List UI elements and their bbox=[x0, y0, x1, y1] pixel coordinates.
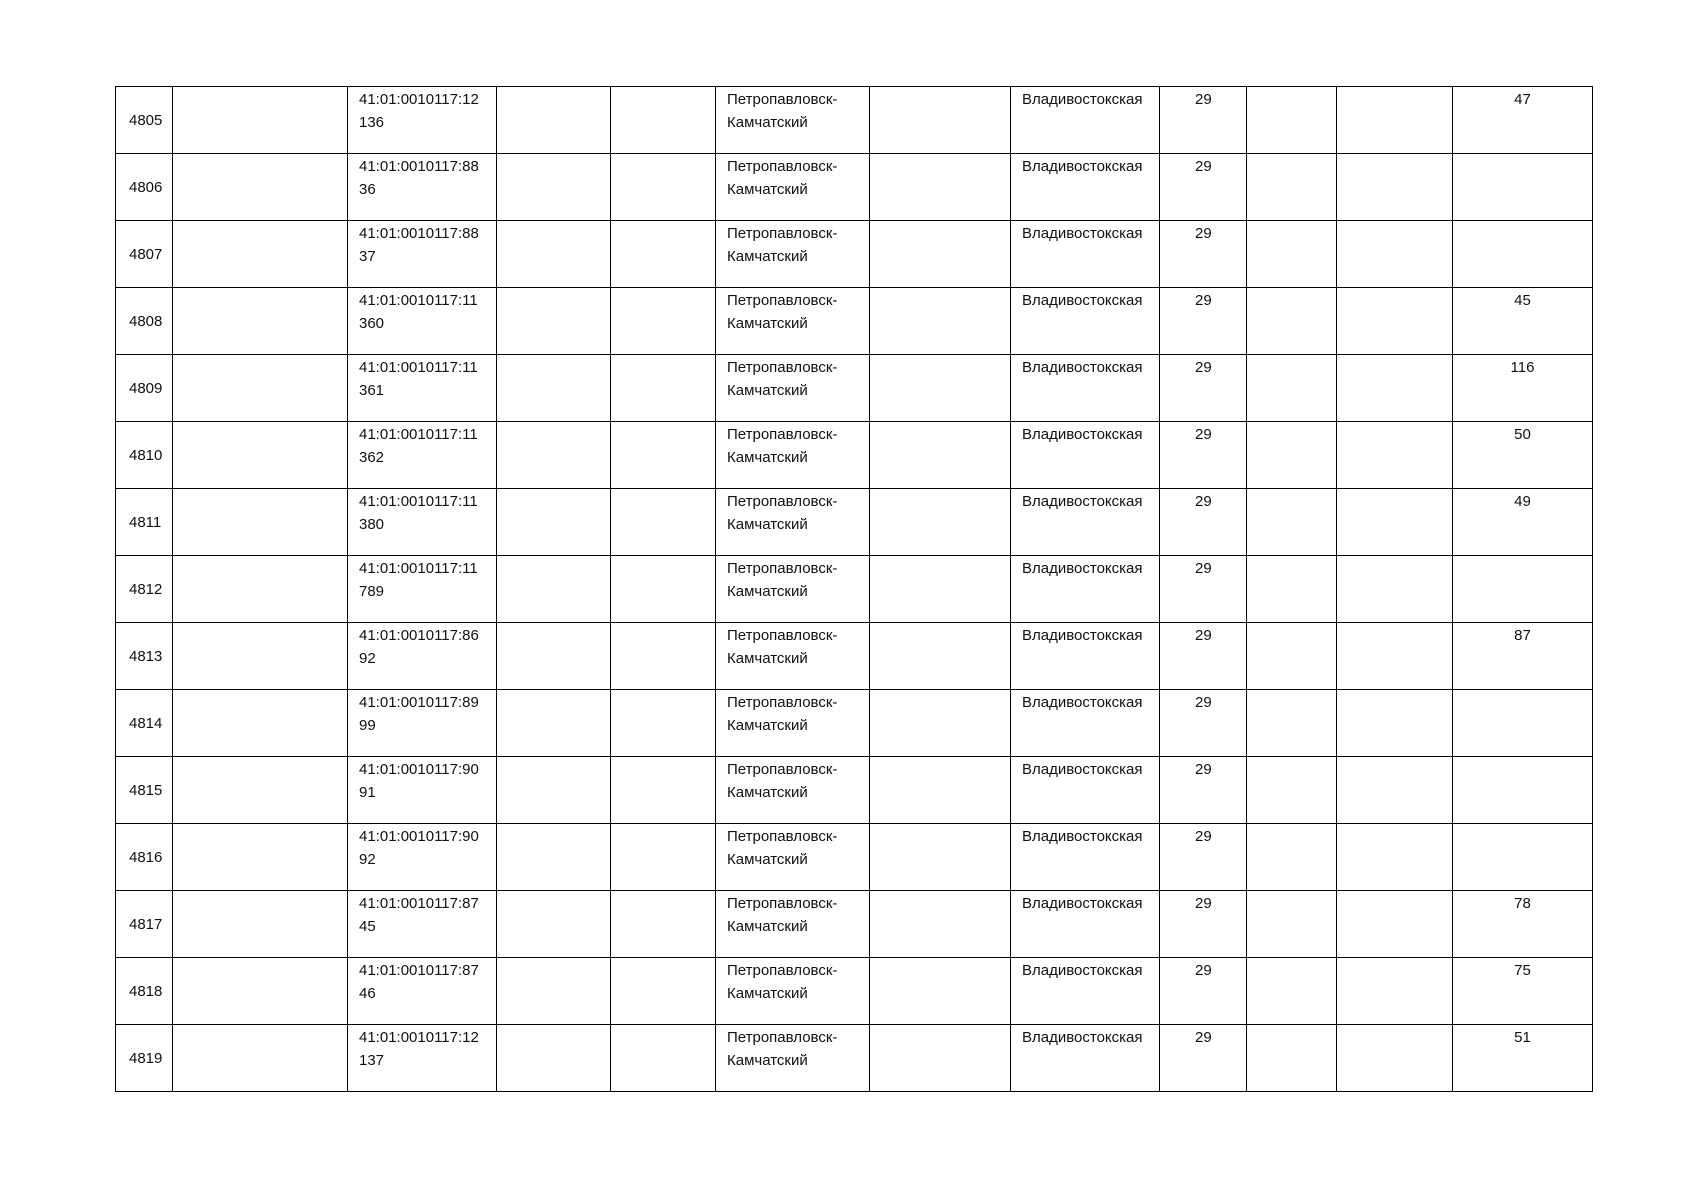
cadastral-number-line-2: 36 bbox=[359, 181, 376, 198]
row-number: 4813 bbox=[116, 623, 173, 690]
empty-cell bbox=[611, 1025, 716, 1092]
empty-cell bbox=[1337, 891, 1453, 958]
empty-cell bbox=[870, 154, 1011, 221]
city-cell bbox=[716, 958, 870, 1025]
empty-cell bbox=[870, 623, 1011, 690]
cadastral-number bbox=[348, 958, 497, 1025]
empty-cell bbox=[870, 757, 1011, 824]
flat-number: 47 bbox=[1453, 87, 1593, 154]
cadastral-number bbox=[348, 623, 497, 690]
cadastral-number bbox=[348, 154, 497, 221]
empty-cell bbox=[497, 891, 611, 958]
empty-cell bbox=[611, 958, 716, 1025]
empty-cell bbox=[870, 690, 1011, 757]
empty-cell bbox=[497, 556, 611, 623]
city-cell bbox=[716, 891, 870, 958]
flat-number: 51 bbox=[1453, 1025, 1593, 1092]
table-row bbox=[116, 958, 1593, 1025]
row-number: 4819 bbox=[116, 1025, 173, 1092]
cadastral-number-line-2: 37 bbox=[359, 248, 376, 265]
city-cell bbox=[716, 489, 870, 556]
empty-cell bbox=[1337, 623, 1453, 690]
city-cell bbox=[716, 288, 870, 355]
empty-cell bbox=[1247, 1025, 1337, 1092]
row-number: 4811 bbox=[116, 489, 173, 556]
cadastral-number-line-1: 41:01:0010117:88 bbox=[359, 225, 479, 242]
cadastral-number-line-2: 92 bbox=[359, 851, 376, 868]
cadastral-number-line-2: 45 bbox=[359, 918, 376, 935]
flat-number bbox=[1453, 221, 1593, 288]
empty-cell bbox=[1247, 556, 1337, 623]
empty-cell bbox=[870, 422, 1011, 489]
table-row bbox=[116, 288, 1593, 355]
row-number: 4817 bbox=[116, 891, 173, 958]
property-register-table bbox=[115, 86, 1593, 1092]
row-number: 4814 bbox=[116, 690, 173, 757]
empty-cell bbox=[1247, 958, 1337, 1025]
street-cell: Владивостокская bbox=[1011, 221, 1160, 288]
house-number: 29 bbox=[1160, 288, 1247, 355]
row-number: 4805 bbox=[116, 87, 173, 154]
flat-number: 78 bbox=[1453, 891, 1593, 958]
city-line-1: Петропавловск- bbox=[727, 158, 838, 175]
cadastral-number-line-1: 41:01:0010117:87 bbox=[359, 962, 479, 979]
flat-number bbox=[1453, 757, 1593, 824]
empty-cell bbox=[1247, 824, 1337, 891]
empty-cell bbox=[870, 355, 1011, 422]
city-line-1: Петропавловск- bbox=[727, 627, 838, 644]
cadastral-number-line-2: 136 bbox=[359, 114, 385, 131]
empty-cell bbox=[173, 891, 348, 958]
empty-cell bbox=[1247, 623, 1337, 690]
city-line-1: Петропавловск- bbox=[727, 292, 838, 309]
empty-cell bbox=[1337, 757, 1453, 824]
row-number: 4808 bbox=[116, 288, 173, 355]
city-cell bbox=[716, 87, 870, 154]
empty-cell bbox=[870, 891, 1011, 958]
house-number: 29 bbox=[1160, 556, 1247, 623]
house-number: 29 bbox=[1160, 757, 1247, 824]
city-cell bbox=[716, 422, 870, 489]
city-cell bbox=[716, 1025, 870, 1092]
cadastral-number bbox=[348, 288, 497, 355]
empty-cell bbox=[611, 690, 716, 757]
cadastral-number-line-1: 41:01:0010117:87 bbox=[359, 895, 479, 912]
street-cell: Владивостокская bbox=[1011, 489, 1160, 556]
table-row bbox=[116, 623, 1593, 690]
city-line-1: Петропавловск- bbox=[727, 493, 838, 510]
flat-number: 87 bbox=[1453, 623, 1593, 690]
empty-cell bbox=[1337, 355, 1453, 422]
empty-cell bbox=[611, 891, 716, 958]
empty-cell bbox=[497, 422, 611, 489]
flat-number: 75 bbox=[1453, 958, 1593, 1025]
city-line-1: Петропавловск- bbox=[727, 895, 838, 912]
cadastral-number bbox=[348, 1025, 497, 1092]
cadastral-number-line-1: 41:01:0010117:11 bbox=[359, 359, 478, 376]
flat-number: 50 bbox=[1453, 422, 1593, 489]
city-line-2: Камчатский bbox=[727, 918, 808, 935]
empty-cell bbox=[497, 87, 611, 154]
city-cell bbox=[716, 690, 870, 757]
street-cell: Владивостокская bbox=[1011, 891, 1160, 958]
cadastral-number bbox=[348, 824, 497, 891]
house-number: 29 bbox=[1160, 154, 1247, 221]
empty-cell bbox=[173, 221, 348, 288]
street-cell: Владивостокская bbox=[1011, 824, 1160, 891]
empty-cell bbox=[173, 757, 348, 824]
street-cell: Владивостокская bbox=[1011, 87, 1160, 154]
cadastral-number-line-1: 41:01:0010117:90 bbox=[359, 828, 479, 845]
house-number: 29 bbox=[1160, 1025, 1247, 1092]
empty-cell bbox=[611, 221, 716, 288]
street-cell: Владивостокская bbox=[1011, 422, 1160, 489]
city-line-2: Камчатский bbox=[727, 1052, 808, 1069]
city-line-2: Камчатский bbox=[727, 717, 808, 734]
empty-cell bbox=[1337, 154, 1453, 221]
empty-cell bbox=[1247, 489, 1337, 556]
street-cell: Владивостокская bbox=[1011, 623, 1160, 690]
empty-cell bbox=[173, 824, 348, 891]
table-row bbox=[116, 489, 1593, 556]
cadastral-number-line-2: 99 bbox=[359, 717, 376, 734]
city-line-1: Петропавловск- bbox=[727, 91, 838, 108]
cadastral-number bbox=[348, 221, 497, 288]
flat-number: 49 bbox=[1453, 489, 1593, 556]
flat-number bbox=[1453, 154, 1593, 221]
cadastral-number bbox=[348, 690, 497, 757]
house-number: 29 bbox=[1160, 891, 1247, 958]
empty-cell bbox=[497, 958, 611, 1025]
house-number: 29 bbox=[1160, 355, 1247, 422]
empty-cell bbox=[497, 154, 611, 221]
city-line-1: Петропавловск- bbox=[727, 560, 838, 577]
empty-cell bbox=[497, 288, 611, 355]
cadastral-number-line-1: 41:01:0010117:86 bbox=[359, 627, 479, 644]
empty-cell bbox=[497, 824, 611, 891]
empty-cell bbox=[870, 1025, 1011, 1092]
empty-cell bbox=[497, 1025, 611, 1092]
empty-cell bbox=[611, 355, 716, 422]
city-line-1: Петропавловск- bbox=[727, 694, 838, 711]
row-number: 4818 bbox=[116, 958, 173, 1025]
row-number: 4809 bbox=[116, 355, 173, 422]
city-line-2: Камчатский bbox=[727, 985, 808, 1002]
table-row bbox=[116, 690, 1593, 757]
empty-cell bbox=[1337, 422, 1453, 489]
table-row bbox=[116, 422, 1593, 489]
empty-cell bbox=[173, 556, 348, 623]
row-number: 4816 bbox=[116, 824, 173, 891]
empty-cell bbox=[497, 489, 611, 556]
cadastral-number-line-2: 380 bbox=[359, 516, 385, 533]
street-cell: Владивостокская bbox=[1011, 154, 1160, 221]
empty-cell bbox=[870, 556, 1011, 623]
empty-cell bbox=[497, 690, 611, 757]
empty-cell bbox=[1337, 288, 1453, 355]
cadastral-number bbox=[348, 422, 497, 489]
city-line-2: Камчатский bbox=[727, 516, 808, 533]
city-line-2: Камчатский bbox=[727, 650, 808, 667]
empty-cell bbox=[1247, 891, 1337, 958]
flat-number bbox=[1453, 824, 1593, 891]
empty-cell bbox=[1247, 757, 1337, 824]
street-cell: Владивостокская bbox=[1011, 1025, 1160, 1092]
city-cell bbox=[716, 623, 870, 690]
flat-number: 45 bbox=[1453, 288, 1593, 355]
empty-cell bbox=[173, 690, 348, 757]
city-line-1: Петропавловск- bbox=[727, 359, 838, 376]
flat-number bbox=[1453, 556, 1593, 623]
table-row bbox=[116, 355, 1593, 422]
cadastral-number-line-2: 137 bbox=[359, 1052, 385, 1069]
empty-cell bbox=[497, 355, 611, 422]
empty-cell bbox=[1247, 154, 1337, 221]
empty-cell bbox=[173, 958, 348, 1025]
street-cell: Владивостокская bbox=[1011, 690, 1160, 757]
street-cell: Владивостокская bbox=[1011, 958, 1160, 1025]
table-row bbox=[116, 154, 1593, 221]
house-number: 29 bbox=[1160, 958, 1247, 1025]
row-number: 4807 bbox=[116, 221, 173, 288]
empty-cell bbox=[1337, 824, 1453, 891]
empty-cell bbox=[173, 355, 348, 422]
empty-cell bbox=[611, 154, 716, 221]
street-cell: Владивостокская bbox=[1011, 757, 1160, 824]
empty-cell bbox=[611, 824, 716, 891]
cadastral-number-line-1: 41:01:0010117:11 bbox=[359, 426, 478, 443]
city-line-2: Камчатский bbox=[727, 449, 808, 466]
city-line-1: Петропавловск- bbox=[727, 962, 838, 979]
city-line-1: Петропавловск- bbox=[727, 426, 838, 443]
empty-cell bbox=[173, 154, 348, 221]
table-row bbox=[116, 556, 1593, 623]
cadastral-number-line-1: 41:01:0010117:89 bbox=[359, 694, 479, 711]
city-cell bbox=[716, 556, 870, 623]
empty-cell bbox=[173, 623, 348, 690]
empty-cell bbox=[611, 623, 716, 690]
cadastral-number-line-1: 41:01:0010117:90 bbox=[359, 761, 479, 778]
cadastral-number bbox=[348, 489, 497, 556]
house-number: 29 bbox=[1160, 221, 1247, 288]
empty-cell bbox=[870, 288, 1011, 355]
empty-cell bbox=[1247, 288, 1337, 355]
city-line-2: Камчатский bbox=[727, 851, 808, 868]
house-number: 29 bbox=[1160, 623, 1247, 690]
empty-cell bbox=[497, 221, 611, 288]
cadastral-number-line-1: 41:01:0010117:11 bbox=[359, 493, 478, 510]
city-line-1: Петропавловск- bbox=[727, 828, 838, 845]
cadastral-number-line-1: 41:01:0010117:11 bbox=[359, 560, 478, 577]
house-number: 29 bbox=[1160, 690, 1247, 757]
cadastral-number-line-2: 360 bbox=[359, 315, 385, 332]
empty-cell bbox=[1247, 355, 1337, 422]
empty-cell bbox=[870, 87, 1011, 154]
row-number: 4810 bbox=[116, 422, 173, 489]
empty-cell bbox=[1337, 690, 1453, 757]
city-cell bbox=[716, 221, 870, 288]
city-line-2: Камчатский bbox=[727, 181, 808, 198]
cadastral-number-line-1: 41:01:0010117:12 bbox=[359, 1029, 479, 1046]
empty-cell bbox=[870, 489, 1011, 556]
cadastral-number-line-2: 46 bbox=[359, 985, 376, 1002]
house-number: 29 bbox=[1160, 422, 1247, 489]
flat-number: 116 bbox=[1453, 355, 1593, 422]
cadastral-number-line-2: 92 bbox=[359, 650, 376, 667]
city-line-2: Камчатский bbox=[727, 315, 808, 332]
house-number: 29 bbox=[1160, 824, 1247, 891]
cadastral-number-line-1: 41:01:0010117:11 bbox=[359, 292, 478, 309]
cadastral-number bbox=[348, 757, 497, 824]
empty-cell bbox=[173, 1025, 348, 1092]
cadastral-number bbox=[348, 556, 497, 623]
street-cell: Владивостокская bbox=[1011, 288, 1160, 355]
empty-cell bbox=[611, 489, 716, 556]
city-line-1: Петропавловск- bbox=[727, 225, 838, 242]
cadastral-number-line-2: 361 bbox=[359, 382, 385, 399]
empty-cell bbox=[497, 757, 611, 824]
empty-cell bbox=[173, 489, 348, 556]
empty-cell bbox=[611, 87, 716, 154]
empty-cell bbox=[870, 958, 1011, 1025]
cadastral-number bbox=[348, 355, 497, 422]
city-line-1: Петропавловск- bbox=[727, 1029, 838, 1046]
cadastral-number-line-1: 41:01:0010117:12 bbox=[359, 91, 479, 108]
table-row bbox=[116, 757, 1593, 824]
empty-cell bbox=[497, 623, 611, 690]
city-cell bbox=[716, 757, 870, 824]
city-cell bbox=[716, 355, 870, 422]
row-number: 4806 bbox=[116, 154, 173, 221]
row-number: 4815 bbox=[116, 757, 173, 824]
city-line-2: Камчатский bbox=[727, 583, 808, 600]
empty-cell bbox=[1337, 1025, 1453, 1092]
empty-cell bbox=[611, 422, 716, 489]
cadastral-number bbox=[348, 87, 497, 154]
empty-cell bbox=[1337, 489, 1453, 556]
table-row bbox=[116, 891, 1593, 958]
city-line-2: Камчатский bbox=[727, 114, 808, 131]
empty-cell bbox=[1247, 422, 1337, 489]
empty-cell bbox=[1247, 690, 1337, 757]
table-row bbox=[116, 1025, 1593, 1092]
city-line-2: Камчатский bbox=[727, 248, 808, 265]
table-row bbox=[116, 824, 1593, 891]
empty-cell bbox=[173, 288, 348, 355]
empty-cell bbox=[611, 757, 716, 824]
empty-cell bbox=[870, 824, 1011, 891]
empty-cell bbox=[611, 288, 716, 355]
empty-cell bbox=[173, 422, 348, 489]
house-number: 29 bbox=[1160, 489, 1247, 556]
table-row bbox=[116, 87, 1593, 154]
flat-number bbox=[1453, 690, 1593, 757]
city-line-2: Камчатский bbox=[727, 382, 808, 399]
row-number: 4812 bbox=[116, 556, 173, 623]
table-row bbox=[116, 221, 1593, 288]
cadastral-number-line-1: 41:01:0010117:88 bbox=[359, 158, 479, 175]
city-line-1: Петропавловск- bbox=[727, 761, 838, 778]
empty-cell bbox=[1247, 221, 1337, 288]
empty-cell bbox=[1337, 556, 1453, 623]
cadastral-number-line-2: 91 bbox=[359, 784, 376, 801]
empty-cell bbox=[611, 556, 716, 623]
cadastral-number-line-2: 362 bbox=[359, 449, 385, 466]
empty-cell bbox=[1337, 958, 1453, 1025]
city-cell bbox=[716, 154, 870, 221]
empty-cell bbox=[173, 87, 348, 154]
house-number: 29 bbox=[1160, 87, 1247, 154]
empty-cell bbox=[1247, 87, 1337, 154]
empty-cell bbox=[870, 221, 1011, 288]
empty-cell bbox=[1337, 87, 1453, 154]
cadastral-number-line-2: 789 bbox=[359, 583, 385, 600]
street-cell: Владивостокская bbox=[1011, 556, 1160, 623]
street-cell: Владивостокская bbox=[1011, 355, 1160, 422]
city-line-2: Камчатский bbox=[727, 784, 808, 801]
cadastral-number bbox=[348, 891, 497, 958]
city-cell bbox=[716, 824, 870, 891]
empty-cell bbox=[1337, 221, 1453, 288]
register-table-body bbox=[116, 87, 1593, 1092]
